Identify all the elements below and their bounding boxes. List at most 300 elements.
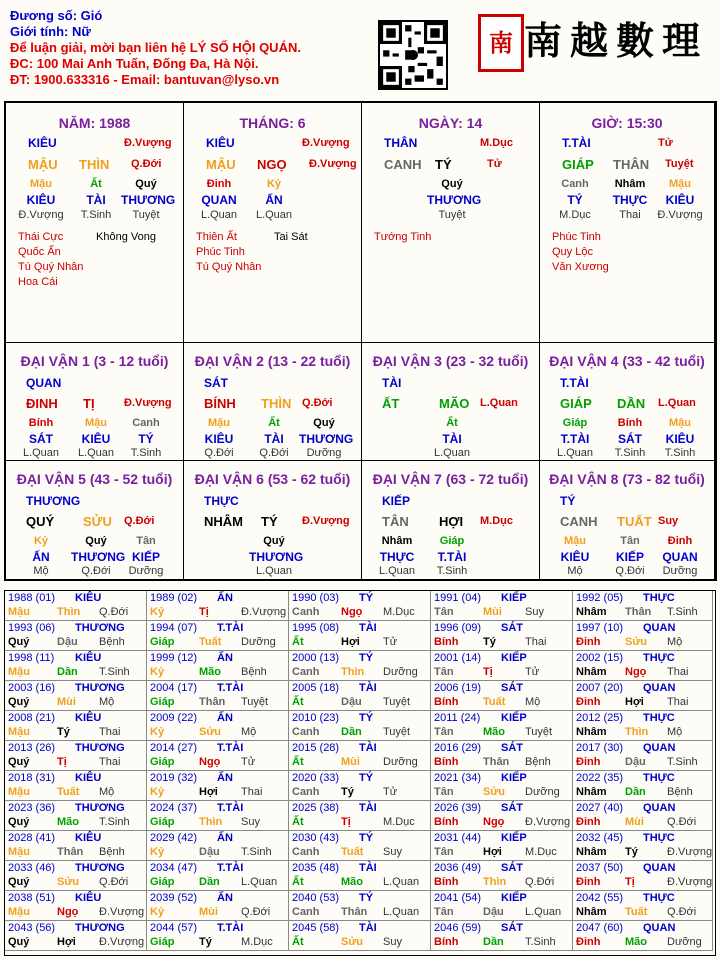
luck-stage: Q.Đới	[124, 515, 155, 527]
hidden-stem: Nhâm	[614, 178, 646, 190]
year-stem: Giáp	[150, 936, 175, 948]
luck-hidden-stage: L.Quan	[378, 565, 416, 577]
luck-hidden-stem: Nhâm	[381, 535, 413, 547]
year-label: 2013 (26)	[8, 742, 56, 754]
year-label: 2002 (15)	[576, 652, 624, 664]
year-label: 2021 (34)	[434, 772, 482, 784]
luck-title: ĐẠI VẬN 5 (43 - 52 tuổi)	[16, 471, 173, 487]
year-cell	[431, 621, 573, 651]
year-cell	[147, 651, 289, 681]
year-stage: M.Dục	[383, 816, 415, 828]
year-stage: L.Quan	[383, 876, 420, 888]
year-stem: Canh	[292, 726, 320, 738]
year-god: THƯƠNG	[75, 682, 125, 694]
year-label: 2019 (32)	[150, 772, 198, 784]
year-god: T.TÀI	[217, 802, 244, 814]
year-label: 1989 (02)	[150, 592, 198, 604]
luck-hidden-stem: Mậu	[85, 417, 107, 429]
luck-hidden-stage: T.Sinh	[614, 447, 646, 459]
year-cell	[431, 651, 573, 681]
good-star: Tú Quý Nhân	[196, 261, 262, 273]
year-cell	[289, 891, 431, 921]
year-stage: Tuyệt	[525, 726, 553, 738]
pillar-life-stage: Đ.Vượng	[124, 137, 172, 149]
year-branch: Mão	[483, 726, 505, 738]
hidden-stem: Quý	[441, 178, 463, 190]
year-cell	[147, 831, 289, 861]
luck-hidden-stem: Canh	[132, 417, 160, 429]
year-branch: Mùi	[199, 906, 218, 918]
year-branch: Ngọ	[341, 606, 363, 618]
year-label: 2042 (55)	[576, 892, 624, 904]
hidden-stem: Quý	[135, 178, 157, 190]
year-stage: L.Quan	[525, 906, 562, 918]
year-stem: Kỷ	[150, 846, 165, 858]
year-branch: Thân	[199, 696, 226, 708]
luck-stem: QUÝ	[26, 514, 55, 529]
year-cell	[431, 741, 573, 771]
year-stem: Giáp	[150, 876, 175, 888]
year-stem: Kỷ	[150, 906, 165, 918]
pillar-cell	[184, 103, 362, 343]
bad-star: Không Vong	[96, 231, 156, 243]
luck-hidden-god: TÀI	[264, 432, 284, 446]
year-stage: Đ.Vượng	[667, 876, 713, 888]
year-branch: Thân	[341, 906, 368, 918]
year-branch: Thân	[57, 846, 84, 858]
luck-stem: ĐINH	[26, 396, 58, 411]
pillar-stage: Đ.Vượng	[309, 158, 357, 170]
year-label: 2015 (28)	[292, 742, 340, 754]
luck-hidden-god: KIẾP	[615, 550, 644, 564]
year-cell	[573, 711, 713, 741]
luck-hidden-stage: Q.Đới	[259, 447, 289, 459]
year-cell	[5, 621, 147, 651]
year-branch: Mùi	[57, 696, 76, 708]
luck-stage: Đ.Vượng	[302, 515, 350, 527]
year-branch: Tý	[199, 936, 212, 948]
pillar-god: THÂN	[384, 136, 418, 150]
year-label: 2024 (37)	[150, 802, 198, 814]
year-god: THỰC	[643, 592, 675, 604]
luck-period-cell	[184, 343, 362, 461]
pillar-stem: GIÁP	[562, 157, 594, 172]
luck-title: ĐẠI VẬN 1 (3 - 12 tuổi)	[20, 353, 169, 369]
year-stage: Đ.Vượng	[241, 606, 287, 618]
year-cell	[5, 861, 147, 891]
luck-hidden-god: KIÊU	[665, 432, 695, 446]
luck-god: QUAN	[26, 376, 62, 390]
year-branch: Mão	[57, 816, 79, 828]
hidden-stage: Thai	[619, 209, 641, 221]
year-branch: Ngọ	[57, 906, 79, 918]
year-stem: Nhâm	[576, 846, 607, 858]
year-stage: T.Sinh	[667, 606, 698, 618]
year-stage: Dưỡng	[241, 636, 276, 648]
luck-title: ĐẠI VẬN 4 (33 - 42 tuổi)	[549, 353, 705, 369]
year-god: THỰC	[643, 892, 675, 904]
year-stage: Dưỡng	[383, 756, 418, 768]
luck-hidden-stage: T.Sinh	[130, 447, 162, 459]
year-label: 2041 (54)	[434, 892, 482, 904]
year-cell	[431, 831, 573, 861]
year-stage: Bệnh	[667, 786, 693, 798]
year-stem: Bính	[434, 756, 459, 768]
year-cell	[147, 591, 289, 621]
year-branch: Tý	[483, 636, 496, 648]
year-god: SÁT	[501, 802, 523, 814]
luck-hidden-god: KIÊU	[81, 432, 111, 446]
year-god: TÀI	[359, 862, 377, 874]
year-branch: Tý	[341, 786, 354, 798]
year-stage: Mộ	[525, 696, 541, 708]
year-cell	[5, 771, 147, 801]
year-stem: Nhâm	[576, 606, 607, 618]
year-stem: Ất	[292, 756, 304, 768]
year-stage: Thai	[525, 636, 547, 648]
year-cell	[5, 591, 147, 621]
year-stage: T.Sinh	[241, 846, 272, 858]
year-label: 1992 (05)	[576, 592, 624, 604]
luck-stage: Đ.Vượng	[124, 397, 172, 409]
year-branch: Hợi	[483, 846, 502, 858]
year-label: 1990 (03)	[292, 592, 340, 604]
year-stem: Giáp	[150, 696, 175, 708]
year-label: 1999 (12)	[150, 652, 198, 664]
luck-stem: CANH	[560, 514, 598, 529]
year-branch: Dậu	[625, 756, 646, 768]
year-label: 1991 (04)	[434, 592, 482, 604]
year-cell	[573, 741, 713, 771]
year-god: TÝ	[359, 592, 374, 604]
year-stem: Mậu	[8, 786, 30, 798]
luck-branch: HỢI	[439, 514, 464, 529]
year-label: 2022 (35)	[576, 772, 624, 784]
year-cell	[573, 651, 713, 681]
year-stage: T.Sinh	[667, 756, 698, 768]
year-branch: Sửu	[199, 726, 222, 738]
hidden-god: QUAN	[201, 193, 237, 207]
year-label: 2007 (20)	[576, 682, 624, 694]
year-stage: Tử	[241, 756, 256, 768]
year-stage: Tuyệt	[383, 696, 411, 708]
year-god: KIẾP	[501, 772, 527, 784]
year-cell	[289, 921, 431, 951]
year-stage: M.Dục	[383, 606, 415, 618]
year-label: 2005 (18)	[292, 682, 340, 694]
year-branch: Thìn	[57, 606, 81, 618]
year-stem: Quý	[8, 936, 30, 948]
year-branch: Hợi	[199, 786, 218, 798]
year-stage: Mộ	[241, 726, 257, 738]
year-branch: Tị	[341, 816, 351, 828]
luck-hidden-stage: Q.Đới	[615, 565, 645, 577]
year-cell	[147, 711, 289, 741]
luck-period-cell	[6, 343, 184, 461]
year-label: 1993 (06)	[8, 622, 56, 634]
year-stem: Đinh	[576, 636, 601, 648]
year-cell	[289, 681, 431, 711]
luck-hidden-stage: Dưỡng	[306, 447, 342, 459]
year-branch: Tuất	[199, 636, 222, 648]
luck-title: ĐẠI VẬN 2 (13 - 22 tuổi)	[194, 353, 351, 369]
year-cell	[289, 711, 431, 741]
year-branch: Hợi	[341, 636, 360, 648]
pillar-life-stage: Đ.Vượng	[302, 137, 350, 149]
year-cell	[5, 741, 147, 771]
year-label: 1995 (08)	[292, 622, 340, 634]
year-stage: Suy	[383, 936, 402, 948]
luck-hidden-god: SÁT	[618, 432, 642, 446]
year-stage: Q.Đới	[241, 906, 271, 918]
year-stage: Bệnh	[525, 756, 551, 768]
year-branch: Thìn	[483, 876, 507, 888]
year-branch: Tý	[625, 846, 638, 858]
year-branch: Hợi	[57, 936, 76, 948]
year-branch: Hợi	[625, 696, 644, 708]
year-label: 2039 (52)	[150, 892, 198, 904]
year-god: T.TÀI	[217, 862, 244, 874]
year-god: THƯƠNG	[75, 742, 125, 754]
good-star: Tướng Tinh	[374, 231, 432, 243]
luck-hidden-stem: Giáp	[562, 417, 588, 429]
luck-hidden-stem: Giáp	[439, 535, 465, 547]
year-stage: Tử	[383, 786, 398, 798]
hidden-stage: Đ.Vượng	[657, 209, 703, 221]
year-stem: Canh	[292, 906, 320, 918]
year-branch: Mão	[625, 936, 647, 948]
year-cell	[431, 681, 573, 711]
luck-hidden-god: ẤN	[32, 550, 50, 564]
year-label: 2003 (16)	[8, 682, 56, 694]
year-stem: Mậu	[8, 606, 30, 618]
year-label: 2011 (24)	[434, 712, 481, 724]
year-branch: Mùi	[341, 756, 360, 768]
year-cell	[147, 861, 289, 891]
year-label: 2006 (19)	[434, 682, 482, 694]
subject-name: Đương số: Gió	[10, 8, 103, 23]
year-stage: Tử	[383, 636, 398, 648]
year-label: 2027 (40)	[576, 802, 624, 814]
pillar-branch: THÂN	[613, 157, 650, 172]
luck-hidden-god: THƯƠNG	[299, 432, 354, 446]
year-stem: Ất	[292, 696, 304, 708]
year-label: 2043 (56)	[8, 922, 56, 934]
year-branch: Thân	[625, 606, 652, 618]
year-cell	[431, 801, 573, 831]
year-stem: Tân	[434, 666, 454, 678]
year-branch: Thìn	[199, 816, 223, 828]
year-god: ẤN	[217, 772, 233, 784]
year-cell	[289, 651, 431, 681]
year-label: 2004 (17)	[150, 682, 198, 694]
year-stem: Mậu	[8, 906, 30, 918]
year-cell	[289, 861, 431, 891]
year-stage: Đ.Vượng	[667, 846, 713, 858]
year-cell	[573, 891, 713, 921]
year-stem: Ất	[292, 636, 304, 648]
hidden-god: KIÊU	[26, 193, 56, 207]
pillar-branch: NGỌ	[257, 157, 287, 172]
year-branch: Thân	[483, 756, 510, 768]
year-god: QUAN	[643, 682, 676, 694]
year-stage: Mộ	[667, 726, 683, 738]
year-cell	[289, 771, 431, 801]
year-label: 2037 (50)	[576, 862, 624, 874]
luck-branch: THÌN	[261, 396, 292, 411]
luck-hidden-god: SÁT	[29, 432, 53, 446]
luck-hidden-god: KIÊU	[560, 550, 590, 564]
good-star: Văn Xương	[552, 261, 609, 273]
year-stage: L.Quan	[241, 876, 278, 888]
year-label: 2032 (45)	[576, 832, 624, 844]
luck-stem: BÍNH	[204, 396, 236, 411]
luck-hidden-stem: Quý	[313, 417, 335, 429]
year-stage: Thai	[99, 726, 121, 738]
year-label: 1997 (10)	[576, 622, 624, 634]
year-god: SÁT	[501, 922, 523, 934]
year-god: TÝ	[359, 772, 374, 784]
luck-god: THỰC	[204, 494, 239, 508]
year-stem: Bính	[434, 936, 459, 948]
year-stage: T.Sinh	[525, 936, 556, 948]
luck-hidden-stem: Tân	[620, 535, 640, 547]
year-god: THỰC	[643, 772, 675, 784]
year-god: QUAN	[643, 802, 676, 814]
year-stem: Tân	[434, 846, 454, 858]
year-god: T.TÀI	[217, 742, 244, 754]
year-god: KIÊU	[75, 592, 102, 604]
luck-hidden-stem: Kỷ	[33, 535, 49, 547]
year-stage: Mộ	[667, 636, 683, 648]
year-stem: Canh	[292, 606, 320, 618]
pillar-stage: Q.Đới	[131, 158, 162, 170]
year-stage: Tuyệt	[241, 696, 269, 708]
pillar-branch: THÌN	[79, 157, 110, 172]
year-god: QUAN	[643, 622, 676, 634]
luck-hidden-stage: Dưỡng	[662, 565, 698, 577]
year-stage: Dưỡng	[667, 936, 702, 948]
year-god: TÀI	[359, 922, 377, 934]
good-star: Thiên Ất	[196, 231, 237, 243]
pillar-stem: MẬU	[28, 157, 58, 172]
year-stem: Kỷ	[150, 726, 165, 738]
year-label: 2001 (14)	[434, 652, 482, 664]
year-label: 2025 (38)	[292, 802, 340, 814]
year-branch: Tị	[57, 756, 67, 768]
luck-god: TÀI	[382, 376, 402, 390]
year-god: ẤN	[217, 832, 233, 844]
pillar-stem: CANH	[384, 157, 422, 172]
year-stem: Ất	[292, 876, 304, 888]
year-label: 2018 (31)	[8, 772, 56, 784]
year-stage: Bệnh	[241, 666, 267, 678]
year-branch: Dậu	[341, 696, 362, 708]
year-label: 2045 (58)	[292, 922, 340, 934]
year-stem: Tân	[434, 906, 454, 918]
brand-title: 南越數理	[523, 18, 708, 63]
year-stage: L.Quan	[383, 906, 420, 918]
year-god: T.TÀI	[217, 682, 244, 694]
year-cell	[573, 861, 713, 891]
year-branch: Sửu	[625, 636, 648, 648]
hidden-stage: Tuyệt	[438, 209, 466, 221]
luck-hidden-stage: Dưỡng	[128, 565, 164, 577]
year-cell	[573, 921, 713, 951]
luck-stage: M.Dục	[480, 515, 513, 527]
pillar-title: NGÀY: 14	[418, 115, 483, 131]
luck-hidden-stem: Bính	[28, 417, 54, 429]
year-god: KIẾP	[501, 712, 527, 724]
year-cell	[5, 831, 147, 861]
year-stem: Đinh	[576, 696, 601, 708]
year-cell	[5, 651, 147, 681]
year-cell	[289, 801, 431, 831]
year-stage: Q.Đới	[99, 876, 129, 888]
luck-hidden-stage: T.Sinh	[664, 447, 696, 459]
year-stage: Suy	[525, 606, 544, 618]
year-stem: Đinh	[576, 936, 601, 948]
luck-hidden-god: T.TÀI	[560, 432, 590, 446]
year-stem: Kỷ	[150, 606, 165, 618]
year-label: 2036 (49)	[434, 862, 482, 874]
year-god: KIÊU	[75, 652, 102, 664]
year-stage: M.Dục	[525, 846, 557, 858]
year-god: KIÊU	[75, 712, 102, 724]
year-label: 2031 (44)	[434, 832, 482, 844]
luck-hidden-stage: Mộ	[33, 565, 49, 577]
year-god: SÁT	[501, 682, 523, 694]
year-stem: Ất	[292, 816, 304, 828]
year-stage: Thai	[667, 666, 689, 678]
qr-code	[378, 20, 448, 90]
year-god: ẤN	[217, 892, 233, 904]
year-cell	[431, 591, 573, 621]
year-cell	[431, 891, 573, 921]
year-god: QUAN	[643, 862, 676, 874]
year-stem: Canh	[292, 846, 320, 858]
luck-branch: DẦN	[617, 396, 646, 411]
luck-hidden-stem: Tân	[136, 535, 156, 547]
year-cell	[147, 741, 289, 771]
year-cell	[289, 591, 431, 621]
pillar-cell	[540, 103, 715, 343]
year-stage: Đ.Vượng	[99, 906, 145, 918]
year-branch: Ngọ	[625, 666, 647, 678]
hidden-god: THỰC	[612, 193, 648, 207]
hidden-god: KIÊU	[665, 193, 695, 207]
year-stem: Mậu	[8, 846, 30, 858]
brand-seal: 南	[478, 14, 524, 72]
luck-god: THƯƠNG	[26, 494, 81, 508]
good-star: Quốc Ấn	[18, 246, 61, 258]
luck-period-cell	[540, 461, 715, 581]
luck-god: T.TÀI	[560, 376, 589, 390]
year-cell	[147, 921, 289, 951]
year-branch: Dần	[625, 786, 646, 798]
luck-god: TÝ	[560, 494, 576, 508]
year-branch: Tuất	[57, 786, 80, 798]
luck-hidden-stage: L.Quan	[556, 447, 594, 459]
year-branch: Dậu	[483, 906, 504, 918]
year-branch: Dậu	[199, 846, 220, 858]
year-stage: Thai	[99, 756, 121, 768]
address-line: ĐC: 100 Mai Anh Tuấn, Đống Đa, Hà Nội.	[10, 56, 259, 71]
year-label: 2008 (21)	[8, 712, 56, 724]
pillar-cell	[6, 103, 184, 343]
year-god: SÁT	[501, 862, 523, 874]
pillar-title: NĂM: 1988	[58, 115, 131, 131]
